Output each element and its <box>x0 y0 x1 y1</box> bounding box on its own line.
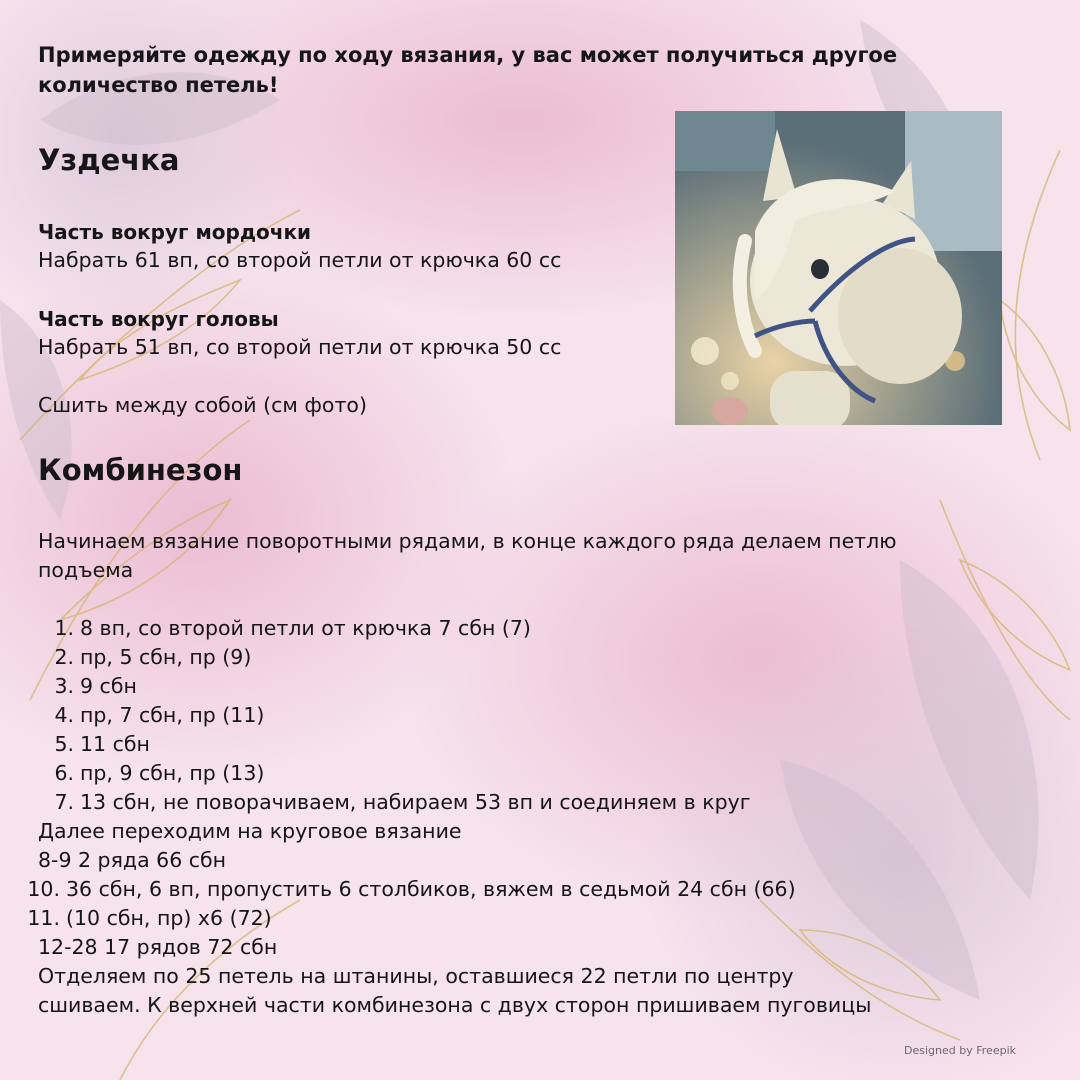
list-item <box>38 933 871 962</box>
row-number: 11. <box>27 906 60 930</box>
list-item <box>24 904 871 933</box>
row-text: 9 сбн <box>80 674 137 698</box>
row-text: 11 сбн <box>80 732 150 756</box>
row-number: 7. <box>54 790 74 814</box>
muzzle-part-heading: Часть вокруг мордочки <box>38 220 312 244</box>
row-number: 10. <box>27 877 60 901</box>
row-text: пр, 9 сбн, пр (13) <box>80 761 265 785</box>
row-text: сшиваем. К верхней части комбинезона с двух сторон пришиваем пуговицы <box>38 993 872 1017</box>
jumpsuit-intro: Начинаем вязание поворотными рядами, в конце каждого ряда делаем петлю подъема <box>38 529 897 582</box>
row-number: 3. <box>54 674 74 698</box>
row-number: 5. <box>54 732 74 756</box>
list-item <box>38 788 871 817</box>
list-item <box>38 701 871 730</box>
row-text: 8 вп, со второй петли от крючка 7 сбн (7) <box>80 616 531 640</box>
fitting-warning: Примеряйте одежду по ходу вязания, у вас может получиться другое количество петель! <box>38 43 898 97</box>
row-number: 1. <box>54 616 74 640</box>
list-item <box>38 962 871 991</box>
list-item <box>38 991 871 1020</box>
row-text: 36 сбн, 6 вп, пропустить 6 столбиков, вяжем в седьмой 24 сбн (66) <box>66 877 796 901</box>
row-text: 13 сбн, не поворачиваем, набираем 53 вп и соединяем в круг <box>80 790 751 814</box>
row-text: Далее переходим на круговое вязание <box>38 819 462 843</box>
row-text: (10 сбн, пр) х6 (72) <box>66 906 272 930</box>
designer-credit: Designed by Freepik <box>904 1044 1016 1057</box>
list-item <box>38 672 871 701</box>
sew-instruction: Сшить между собой (см фото) <box>38 393 367 417</box>
row-text: пр, 5 сбн, пр (9) <box>80 645 252 669</box>
list-item <box>38 730 871 759</box>
horse-toy-photo <box>675 111 1002 425</box>
list-item <box>38 643 871 672</box>
jumpsuit-heading: Комбинезон <box>38 453 243 487</box>
row-number: 2. <box>54 645 74 669</box>
head-part-heading: Часть вокруг головы <box>38 307 279 331</box>
bridle-heading: Уздечка <box>38 143 180 177</box>
row-text: Отделяем по 25 петель на штанины, оставшиеся 22 петли по центру <box>38 964 794 988</box>
row-number: 6. <box>54 761 74 785</box>
row-number: 4. <box>54 703 74 727</box>
list-item <box>38 846 871 875</box>
list-item <box>24 875 871 904</box>
row-text: пр, 7 сбн, пр (11) <box>80 703 265 727</box>
jumpsuit-rows-list <box>27 614 872 1020</box>
muzzle-part-text: Набрать 61 вп, со второй петли от крючка 60 сс <box>38 248 562 272</box>
head-part-text: Набрать 51 вп, со второй петли от крючка 50 сс <box>38 335 562 359</box>
list-item <box>38 759 871 788</box>
list-item <box>38 614 871 643</box>
row-text: 12-28 17 рядов 72 сбн <box>38 935 278 959</box>
list-item <box>38 817 871 846</box>
row-text: 8-9 2 ряда 66 сбн <box>38 848 227 872</box>
